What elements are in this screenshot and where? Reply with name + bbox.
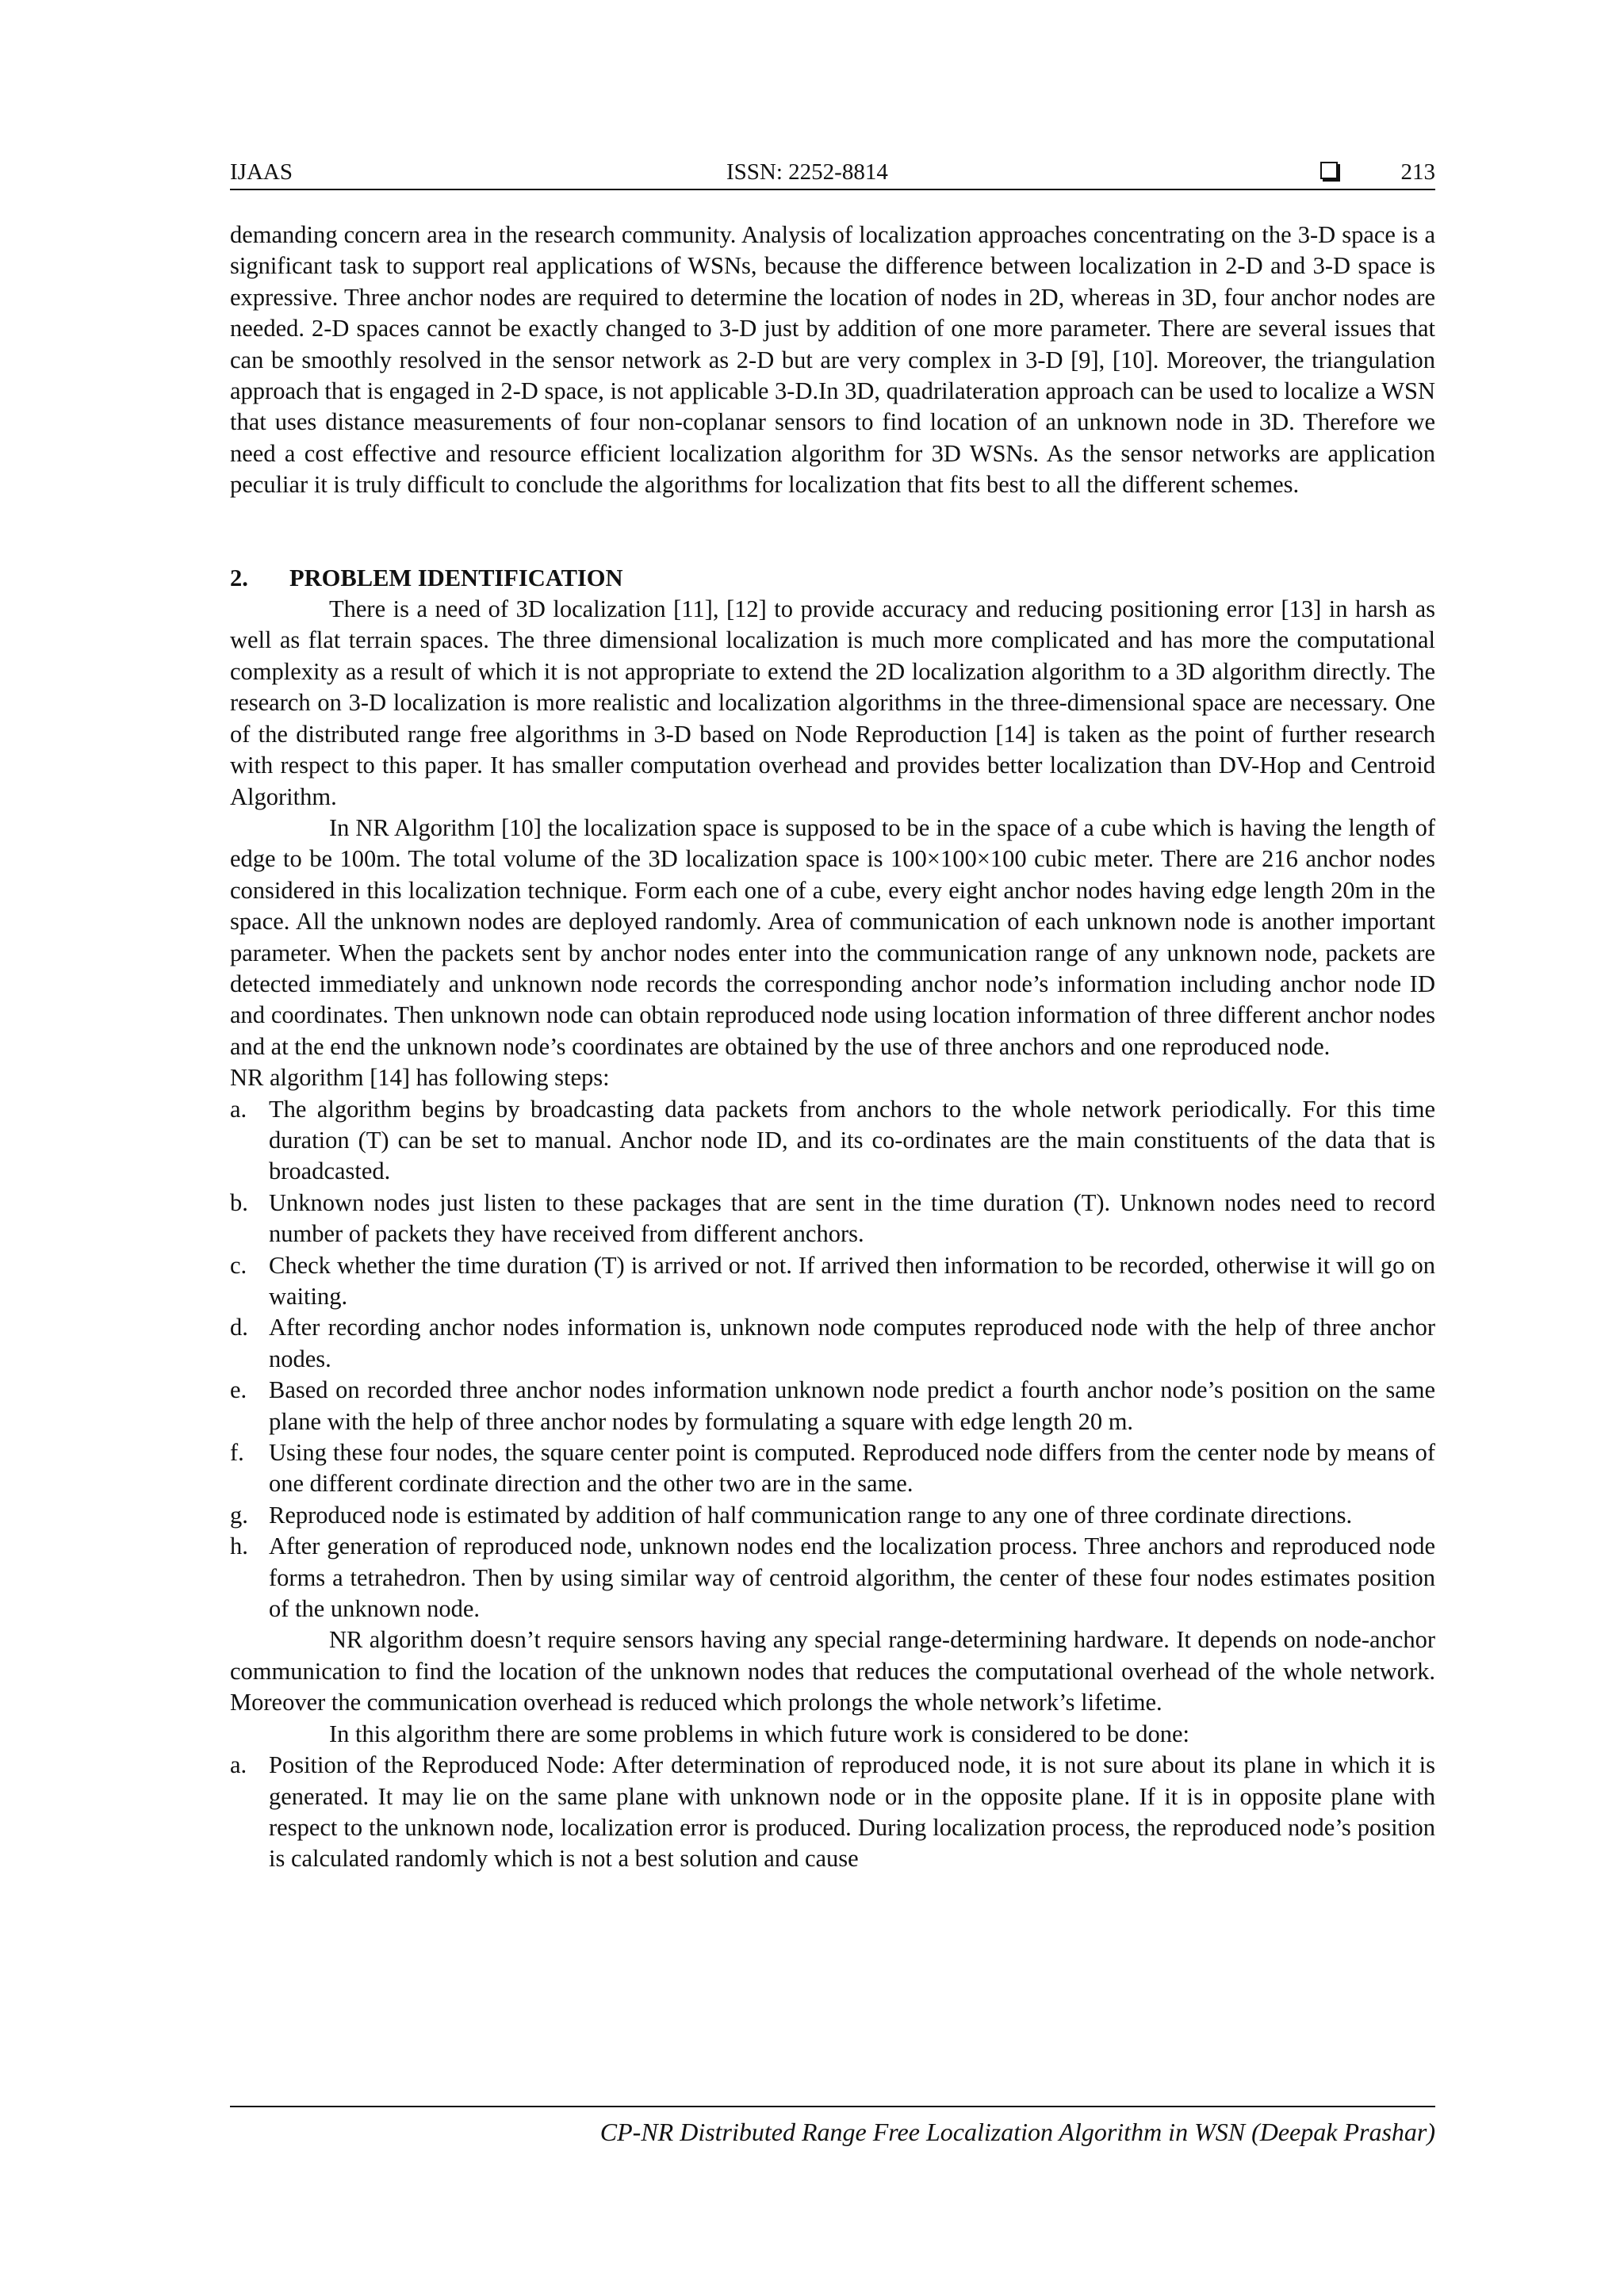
square-bullet-icon: [1320, 162, 1338, 179]
list-item-text: The algorithm begins by broadcasting data packets from anchors to the whole network periodically. For this time duration (T) can be set to manual. Anchor node ID, and its co-ordinates are the main constituents of the data that is broadcasted.: [269, 1095, 1435, 1185]
list-item: [230, 1375, 1435, 1437]
running-header: [230, 157, 1435, 190]
paragraph-4: In this algorithm there are some problems in which future work is considered to be done:: [329, 1720, 1190, 1747]
list-item: [230, 1250, 1435, 1313]
steps-intro: NR algorithm [14] has following steps:: [230, 1064, 610, 1092]
list-marker: a.: [230, 1751, 247, 1779]
list-item-text: After recording anchor nodes information is, unknown node computes reproduced node with the help of three anchor nodes.: [269, 1314, 1435, 1372]
list-item: [230, 1500, 1435, 1531]
section-heading: [230, 563, 1435, 594]
list-item-text: Using these four nodes, the square center point is computed. Reproduced node differs from the center node by means of one different cordinate direction and the other two are in the same.: [269, 1439, 1435, 1498]
paragraph-1: There is a need of 3D localization [11], [12] to provide accuracy and reducing positioning error [13] in harsh as well as flat terrain spaces. The three dimensional localization is much more complicated and has more the computational complexity as a result of which it is not appropriate to extend the 2D localization algorithm to a 3D algorithm directly. The research on 3-D localization is more realistic and localization algorithms in the three-dimensional space are necessary. One of the distributed range free algorithms in 3-D based on Node Reproduction [14] is taken as the point of further research with respect to this paper. It has smaller computation overhead and provides better localization than DV-Hop and Centroid Algorithm.: [230, 595, 1435, 810]
issn: ISSN: 2252-8814: [726, 159, 888, 185]
footer-title: CP-NR Distributed Range Free Localization Algorithm in WSN (Deepak Prashar): [599, 2118, 1435, 2146]
list-item-text: Unknown nodes just listen to these packages that are sent in the time duration (T). Unknown nodes need to record number of packets they have received from different anchors.: [269, 1188, 1435, 1248]
list-item: [230, 1437, 1435, 1500]
list-marker: a.: [230, 1095, 247, 1123]
list-item-text: After generation of reproduced node, unknown nodes end the localization process. Three anchors and reproduced node forms a tetrahedron. Then by using similar way of centroid algorithm, the center of these four nodes estimates position of the unknown node.: [269, 1533, 1435, 1623]
steps-list: [230, 1094, 1435, 1625]
list-marker: e.: [230, 1376, 247, 1404]
list-marker: g.: [230, 1501, 248, 1529]
paragraph-3: NR algorithm doesn’t require sensors having any special range-determining hardware. It depends on node-anchor communication to find the location of the unknown nodes that reduces the computational overhead of the whole network. Moreover the communication overhead is reduced which prolongs the whole network’s lifetime.: [230, 1626, 1435, 1716]
list-item-text: Position of the Reproduced Node: After determination of reproduced node, it is not sure about its plane in which it is generated. It may lie on the same plane with unknown node or in the opposite plane. If it is in opposite plane with respect to the unknown node, localization error is produced. During localization process, the reproduced node’s position is calculated randomly which is not a best solution and cause: [269, 1751, 1435, 1873]
list-marker: d.: [230, 1314, 248, 1341]
section-title: PROBLEM IDENTIFICATION: [289, 564, 623, 591]
list-item-text: Check whether the time duration (T) is arrived or not. If arrived then information to be recorded, otherwise it will go on waiting.: [269, 1251, 1435, 1310]
list-marker: c.: [230, 1251, 247, 1279]
problems-list: [230, 1750, 1435, 1875]
list-item: [230, 1094, 1435, 1188]
journal-name: IJAAS: [230, 159, 293, 185]
list-item: [230, 1531, 1435, 1624]
section-number: 2.: [230, 564, 248, 591]
list-item-text: Reproduced node is estimated by addition of half communication range to any one of three cordinate directions.: [269, 1501, 1353, 1529]
list-marker: b.: [230, 1188, 248, 1216]
list-item: [230, 1188, 1435, 1250]
page-body: [230, 220, 1435, 1875]
paper-page: [230, 0, 1435, 2296]
list-item-text: Based on recorded three anchor nodes information unknown node predict a fourth anchor node’s position on the same plane with the help of three anchor nodes by formulating a square with edge length 20 m.: [269, 1376, 1435, 1435]
intro-paragraph: demanding concern area in the research community. Analysis of localization approaches concentrating on the 3-D space is a significant task to support real applications of WSNs, because the difference between localization in 2-D and 3-D space is expressive. Three anchor nodes are required to determine the location of nodes in 2D, whereas in 3D, four anchor nodes are needed. 2-D spaces cannot be exactly changed to 3-D just by addition of one more parameter. There are several issues that can be smoothly resolved in the sensor network as 2-D but are very complex in 3-D [9], [10]. Moreover, the triangulation approach that is engaged in 2-D space, is not applicable 3-D.In 3D, quadrilateration approach can be used to localize a WSN that uses distance measurements of four non-coplanar sensors to find location of an unknown node in 3D. Therefore we need a cost effective and resource efficient localization algorithm for 3D WSNs. As the sensor networks are application peculiar it is truly difficult to conclude the algorithms for localization that fits best to all the different schemes.: [230, 221, 1435, 499]
page-number: 213: [1400, 159, 1435, 185]
list-item: [230, 1750, 1435, 1875]
paragraph-2: In NR Algorithm [10] the localization space is supposed to be in the space of a cube which is having the length of edge to be 100m. The total volume of the 3D localization space is 100×100×100 cubic meter. There are 216 anchor nodes considered in this localization technique. Form each one of a cube, every eight anchor nodes having edge length 20m in the space. All the unknown nodes are deployed randomly. Area of communication of each unknown node is another important parameter. When the packets sent by anchor nodes enter into the communication range of any unknown node, packets are detected immediately and unknown node records the corresponding anchor node’s information including anchor node ID and coordinates. Then unknown node can obtain reproduced node using location information of three different anchor nodes and at the end the unknown node’s coordinates are obtained by the use of three anchors and one reproduced node.: [230, 813, 1435, 1060]
list-item: [230, 1312, 1435, 1375]
running-footer: [230, 2106, 1435, 2148]
list-marker: h.: [230, 1533, 248, 1560]
list-marker: f.: [230, 1439, 244, 1467]
